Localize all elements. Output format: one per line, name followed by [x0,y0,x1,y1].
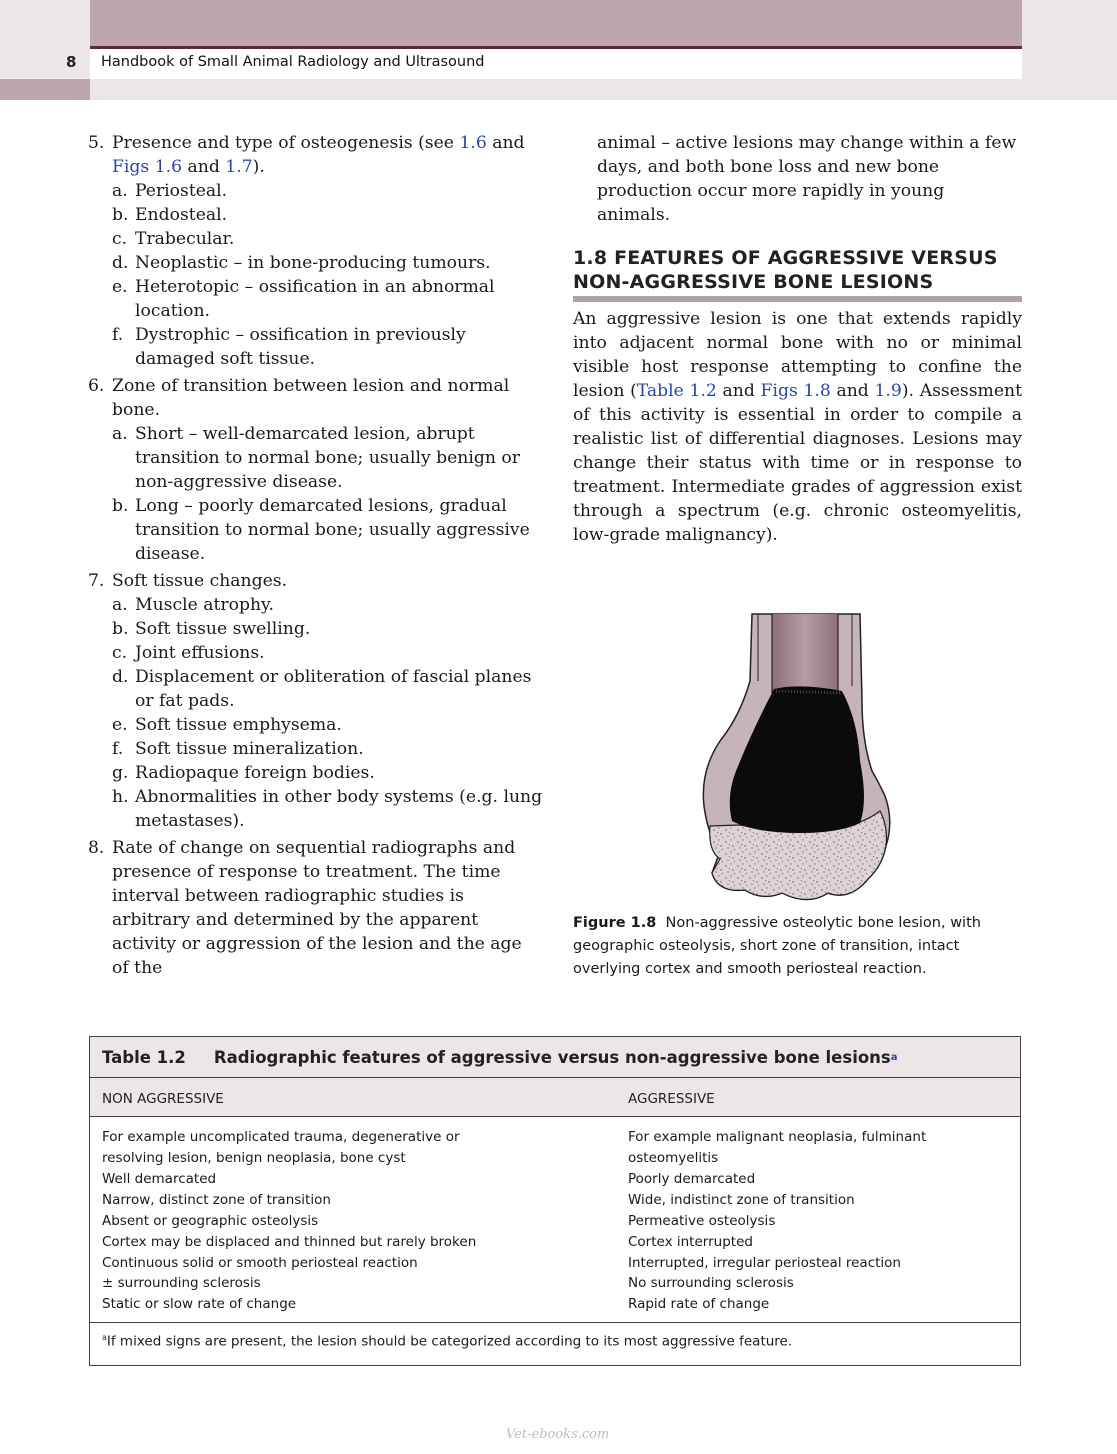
list-marker: c. [112,229,128,249]
table-cell-aggressive: Cortex interrupted [628,1234,753,1250]
sub-list-item [88,251,543,275]
table-cell-non-aggressive: Continuous solid or smooth periosteal reaction [102,1255,418,1271]
page-number: 8 [66,53,77,71]
list-marker: 7. [88,571,105,591]
cross-reference-link[interactable]: Figs 1.6 [112,157,183,177]
list-marker: 8. [88,838,105,858]
table-cell-non-aggressive: For example uncomplicated trauma, degenerative or resolving lesion, benign neoplasia, bone cyst [102,1129,460,1166]
list-text: Short – well-demarcated lesion, abrupt transition to normal bone; usually benign or non-aggressive disease. [135,424,520,492]
list-text: Abnormalities in other body systems (e.g. lung metastases). [135,787,543,831]
table-cell-aggressive: Poorly demarcated [628,1171,756,1187]
para-text: and [830,381,875,401]
list-text: Soft tissue changes. [112,571,288,591]
list-marker: f. [112,325,124,345]
list-text: Zone of transition between lesion and normal bone. [112,376,510,420]
table-footnote [90,1323,1020,1360]
table-body [90,1117,1020,1323]
sub-list-item [88,737,543,761]
table-cell-non-aggressive: Cortex may be displaced and thinned but rarely broken [102,1234,477,1250]
list-text: Long – poorly demarcated lesions, gradual transition to normal bone; usually aggressive disease. [135,496,530,564]
list-text: Muscle atrophy. [135,595,274,615]
list-marker: e. [112,277,128,297]
list-marker: b. [112,205,129,225]
list-text: Radiopaque foreign bodies. [135,763,375,783]
list-marker: 5. [88,133,105,153]
figure-label: Figure 1.8 [573,915,657,931]
list-item-continuation: animal – active lesions may change within a few days, and both bone loss and new bone production occur more rapidly in young animals. [597,133,1017,225]
footnote-mark: a [102,1333,107,1342]
list-text: Joint effusions. [135,643,265,663]
list-text: Soft tissue swelling. [135,619,311,639]
figure-caption [573,912,1013,981]
sub-list-item [88,179,543,203]
list-marker: f. [112,739,124,759]
list-marker: a. [112,424,128,444]
list-text: Presence and type of osteogenesis (see [112,133,460,153]
table-cell-aggressive: Rapid rate of change [628,1296,770,1312]
sub-list-item [88,275,543,323]
list-text: Neoplastic – in bone-producing tumours. [135,253,491,273]
list-text: ). [252,157,265,177]
section-heading [573,246,1022,294]
figure-1-8-bone-illustration [700,611,895,906]
cross-reference-link[interactable]: 1.7 [225,157,253,177]
sub-list-item [88,665,543,713]
table-cell-aggressive: Permeative osteolysis [628,1213,776,1229]
list-text: and [182,157,226,177]
list-marker: e. [112,715,128,735]
list-text: Dystrophic – ossification in previously damaged soft tissue. [135,325,466,369]
header-accent-bar [90,0,1022,47]
section-heading-line1: 1.8 FEATURES OF AGGRESSIVE VERSUS [573,247,998,269]
table-title: Radiographic features of aggressive versus non-aggressive bone lesions [213,1047,891,1067]
list-marker: b. [112,619,129,639]
list-marker: d. [112,253,129,273]
sub-list-item [88,227,543,251]
sub-list-item [88,203,543,227]
column-header-aggressive: AGGRESSIVE [628,1091,715,1107]
para-text: ). Assessment of this activity is essential in order to compile a realistic list of differential diagnoses. Lesions may change their status with time or in response to treatment. Intermediate grades of aggression exist through a spectrum (e.g. chronic osteomyelitis, low-grade malignancy). [573,381,1023,545]
cross-reference-link[interactable]: 1.6 [459,133,487,153]
table-title-bar [90,1037,1020,1078]
list-text: Heterotopic – ossification in an abnormal location. [135,277,495,321]
list-marker: c. [112,643,128,663]
list-marker: h. [112,787,129,807]
list-item [88,569,543,593]
list-marker: a. [112,595,128,615]
sub-list-item [88,785,543,833]
table-cell-non-aggressive: Static or slow rate of change [102,1296,297,1312]
list-marker: b. [112,496,129,516]
list-marker: g. [112,763,129,783]
sub-list-item [88,422,543,494]
list-marker: d. [112,667,129,687]
list-text: Endosteal. [135,205,228,225]
sub-list-item [88,617,543,641]
table-1-2-link[interactable]: Table 1.2 [636,381,717,401]
table-cell-non-aggressive: ± surrounding sclerosis [102,1275,261,1291]
list-text: Rate of change on sequential radiographs and presence of response to treatment. The time interval between radiographic studies is arbitrary and determined by the apparent activity or aggression of the lesion and the age of the [112,838,522,978]
header-corner-accent [0,79,90,100]
list-item [88,131,543,179]
table-column-headers [90,1078,1020,1117]
table-1-2 [89,1036,1021,1366]
section-rule [573,296,1022,302]
sub-list-item [88,494,543,566]
table-cell-aggressive: Interrupted, irregular periosteal reaction [628,1255,901,1271]
table-cell-aggressive: For example malignant neoplasia, fulminant osteomyelitis [628,1129,927,1166]
running-head-title: Handbook of Small Animal Radiology and Ultrasound [101,54,485,70]
table-cell-non-aggressive: Well demarcated [102,1171,217,1187]
list-text: Periosteal. [135,181,228,201]
list-text: Soft tissue mineralization. [135,739,364,759]
figs-1-8-link[interactable]: Figs 1.8 [760,381,831,401]
table-cell-non-aggressive: Absent or geographic osteolysis [102,1213,319,1229]
sub-list-item [88,761,543,785]
para-text: and [716,381,761,401]
right-column-continuation [573,131,1022,227]
list-text: Soft tissue emphysema. [135,715,342,735]
list-marker: a. [112,181,128,201]
list-item [88,374,543,422]
list-text: Displacement or obliteration of fascial planes or fat pads. [135,667,532,711]
sub-list-item [88,713,543,737]
sub-list-item [88,641,543,665]
left-column-list [88,131,543,980]
watermark: Vet-ebooks.com [506,1427,610,1442]
fig-1-9-link[interactable]: 1.9 [874,381,902,401]
list-text: and [486,133,525,153]
list-marker: 6. [88,376,105,396]
table-cell-aggressive: No surrounding sclerosis [628,1275,794,1291]
table-cell-aggressive: Wide, indistinct zone of transition [628,1192,855,1208]
table-label: Table 1.2 [102,1047,186,1067]
table-footnote-marker[interactable]: a [890,1051,898,1063]
list-item [88,836,543,980]
list-text: Trabecular. [135,229,235,249]
footnote-text: If mixed signs are present, the lesion should be categorized according to its most aggressive feature. [106,1333,793,1350]
sub-list-item [88,323,543,371]
section-paragraph [573,307,1022,547]
column-header-non-aggressive: NON AGGRESSIVE [102,1091,224,1107]
para-text: An aggressive lesion is one that extends rapidly into adjacent normal bone with no or minimal visible host response attempting to confine the lesion ( [573,309,1022,401]
sub-list-item [88,593,543,617]
section-heading-line2: NON-AGGRESSIVE BONE LESIONS [573,271,934,293]
table-cell-non-aggressive: Narrow, distinct zone of transition [102,1192,331,1208]
figure-caption-text: Non-aggressive osteolytic bone lesion, with geographic osteolysis, short zone of transition, intact overlying cortex and smooth periosteal reaction. [573,915,981,977]
